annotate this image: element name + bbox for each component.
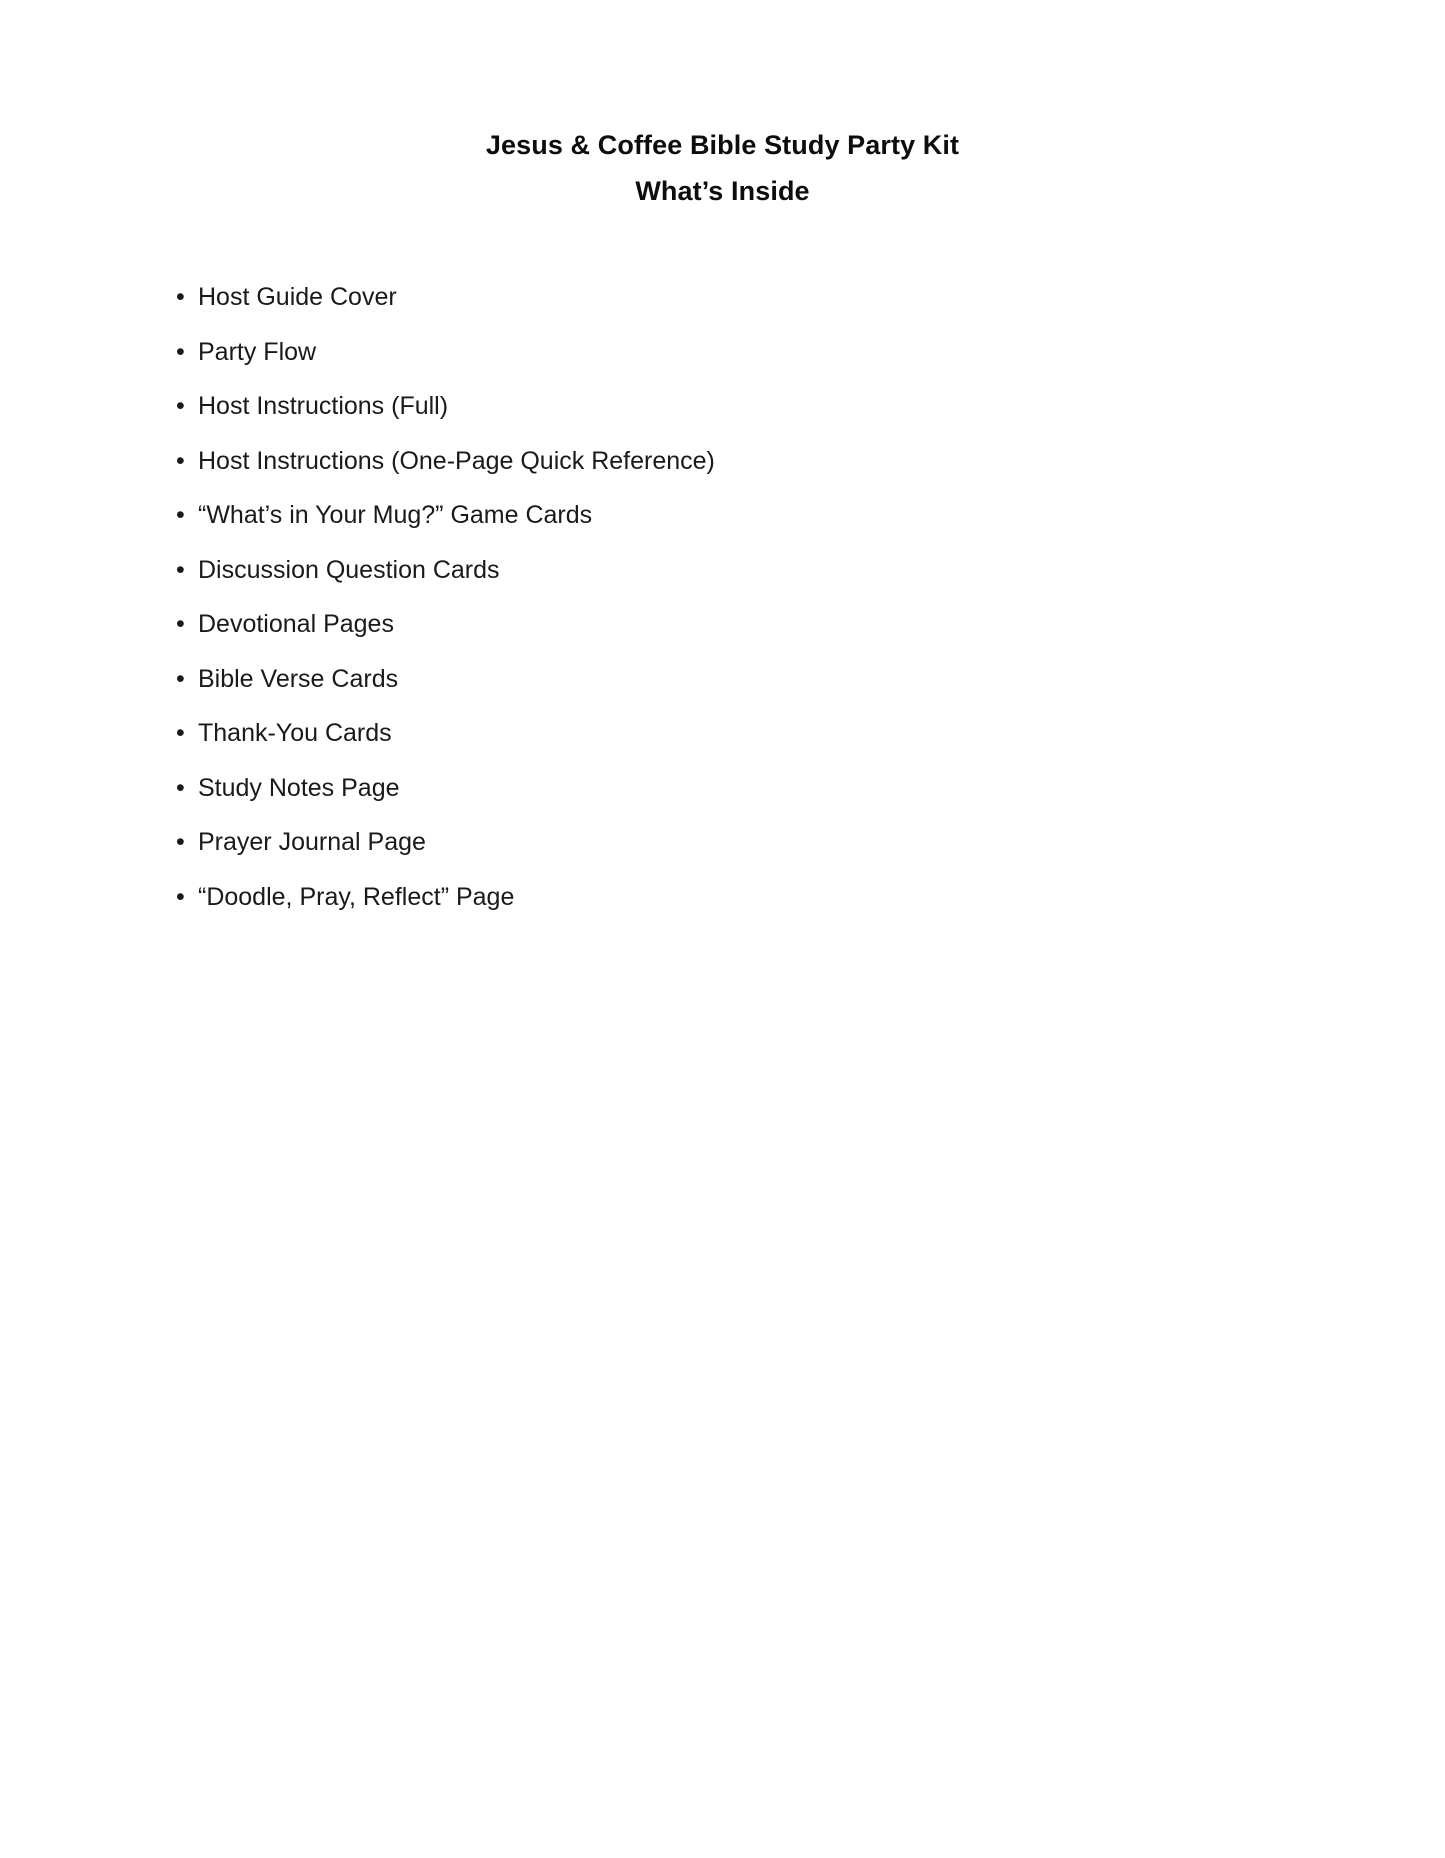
page-title-line-2: What’s Inside xyxy=(635,176,810,206)
list-item-label: Host Guide Cover xyxy=(198,283,397,311)
bullet-icon: • xyxy=(176,828,185,856)
list-item xyxy=(176,827,1276,882)
bullet-icon: • xyxy=(176,283,185,311)
list-item-label: “Doodle, Pray, Reflect” Page xyxy=(198,882,515,911)
page-title xyxy=(0,0,1445,214)
bullet-icon: • xyxy=(176,664,185,693)
list-item xyxy=(176,282,1276,337)
bullet-icon: • xyxy=(176,555,185,584)
bullet-icon: • xyxy=(176,773,185,802)
bullet-icon: • xyxy=(176,719,185,747)
list-item xyxy=(176,882,1276,937)
list-item-label: Host Instructions (One-Page Quick Reference) xyxy=(198,446,715,475)
bullet-icon: • xyxy=(176,501,185,529)
list-item-label: Host Instructions (Full) xyxy=(198,392,449,420)
list-item xyxy=(176,718,1276,773)
page-title-line-1: Jesus & Coffee Bible Study Party Kit xyxy=(485,130,960,160)
list-item xyxy=(176,337,1276,392)
list-item xyxy=(176,664,1276,719)
list-item-label: Thank-You Cards xyxy=(198,719,392,747)
list-item-label: Party Flow xyxy=(198,337,317,366)
bullet-icon: • xyxy=(176,392,185,420)
list-item-label: Prayer Journal Page xyxy=(198,828,426,856)
list-item xyxy=(176,446,1276,501)
list-item xyxy=(176,500,1276,555)
list-item-label: “What’s in Your Mug?” Game Cards xyxy=(198,501,593,529)
list-item xyxy=(176,773,1276,828)
bullet-icon: • xyxy=(176,337,185,366)
list-item-label: Devotional Pages xyxy=(198,610,394,638)
list-item-label: Bible Verse Cards xyxy=(198,664,399,693)
bullet-icon: • xyxy=(176,882,185,911)
list-item-label: Study Notes Page xyxy=(198,773,400,802)
bullet-icon: • xyxy=(176,446,185,475)
whats-inside-list xyxy=(176,282,1276,936)
list-item xyxy=(176,391,1276,446)
list-item xyxy=(176,555,1276,610)
list-item xyxy=(176,609,1276,664)
list-item-label: Discussion Question Cards xyxy=(198,555,500,584)
bullet-icon: • xyxy=(176,610,185,638)
